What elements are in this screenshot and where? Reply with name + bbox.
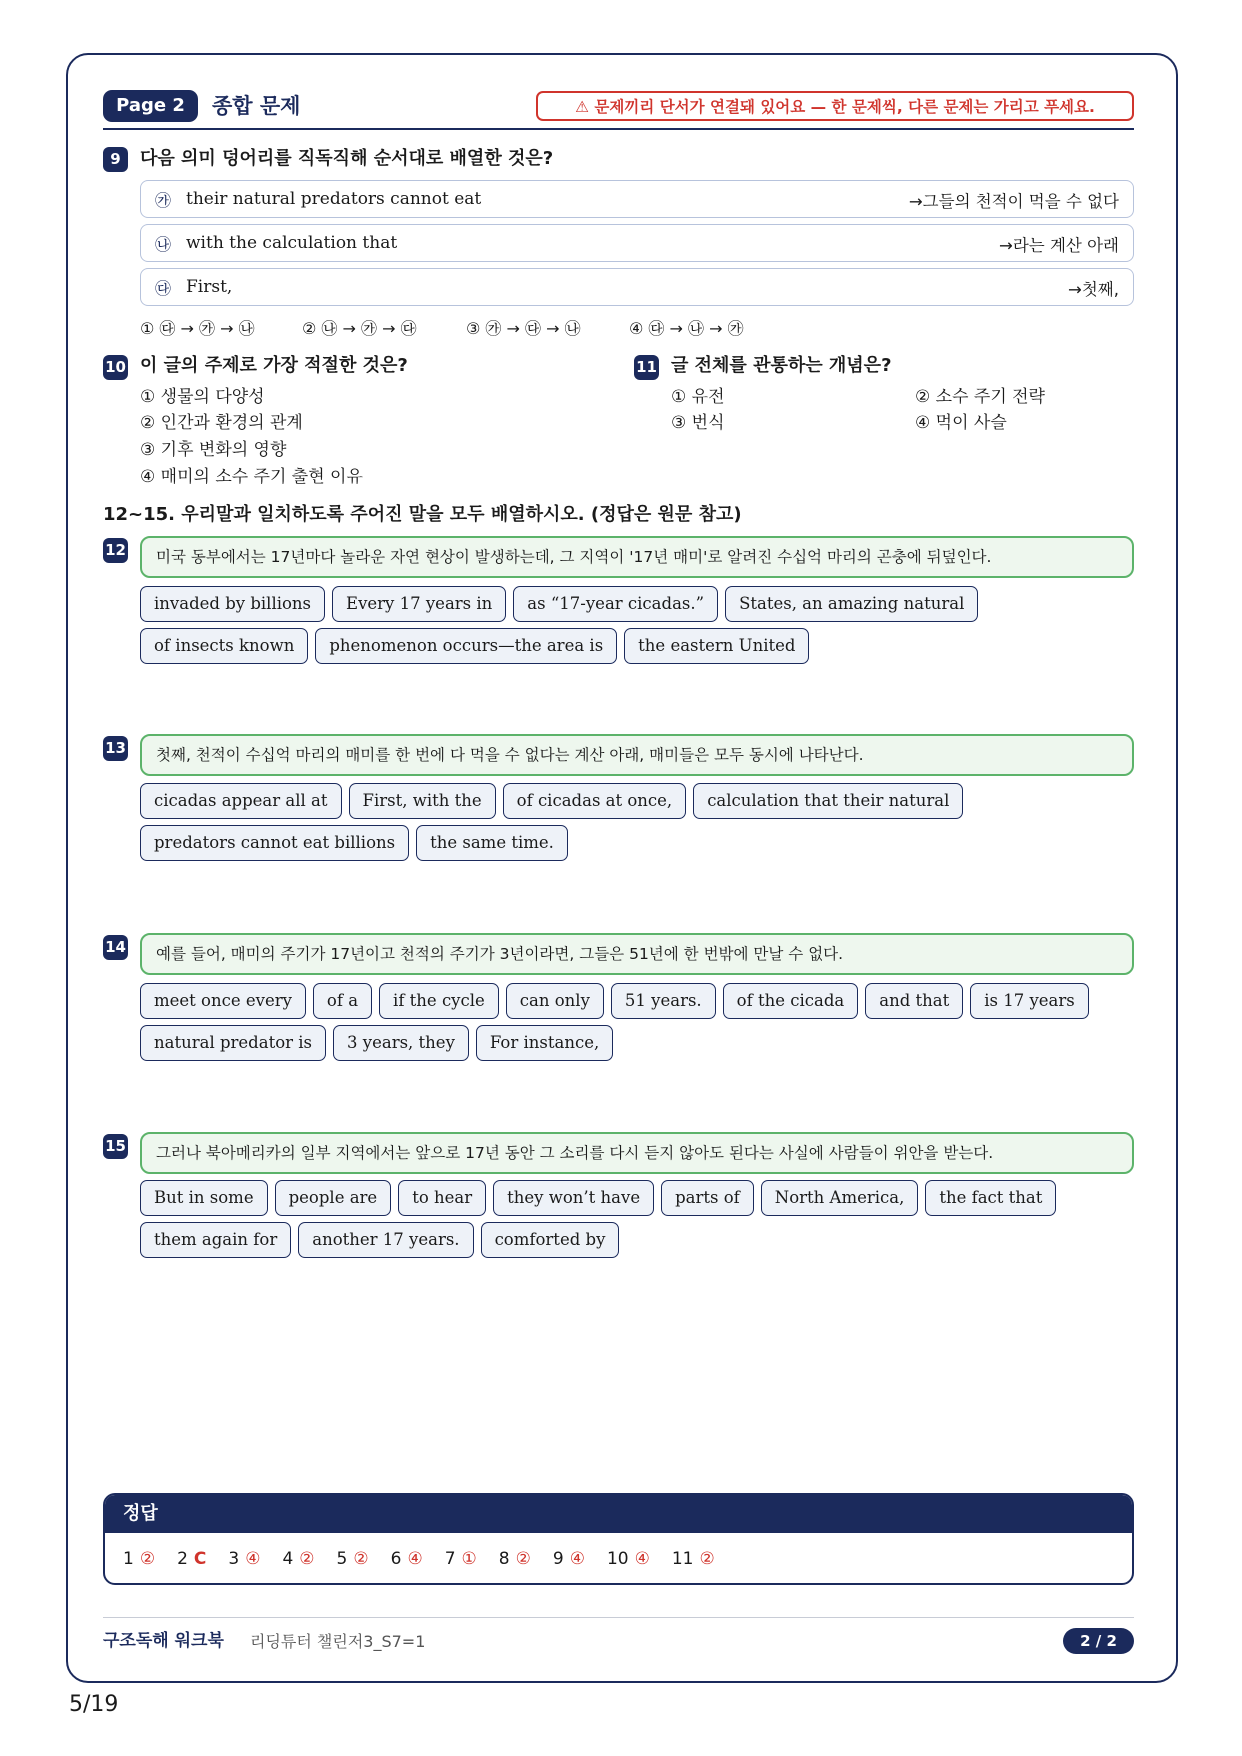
word-tile[interactable]: For instance,: [476, 1025, 613, 1061]
chunk-english: with the calculation that: [186, 233, 398, 253]
page-counter: 5/19: [69, 1692, 119, 1717]
chunk-korean: →첫째,: [1068, 280, 1119, 299]
chunk-row-ga: [140, 180, 1134, 218]
chunk-english: First,: [186, 277, 233, 297]
korean-sentence-13: 첫째, 천적이 수십억 마리의 매미를 한 번에 다 먹을 수 없다는 계산 아래, 매미들은 모두 동시에 나타난다.: [140, 734, 1134, 776]
word-tile[interactable]: comforted by: [481, 1222, 620, 1258]
q11-option-1[interactable]: ① 유전: [671, 387, 725, 407]
word-tile[interactable]: States, an amazing natural: [725, 586, 978, 622]
word-tile[interactable]: phenomenon occurs—the area is: [315, 628, 617, 664]
word-tile[interactable]: But in some: [140, 1180, 268, 1216]
word-tile[interactable]: natural predator is: [140, 1025, 326, 1061]
section-title: 종합 문제: [212, 94, 301, 118]
word-tile[interactable]: another 17 years.: [298, 1222, 473, 1258]
answer-key: [103, 1493, 1134, 1585]
q10-option-4[interactable]: ④ 매미의 소수 주기 출현 이유: [140, 467, 363, 487]
question-number-13: 13: [103, 736, 128, 761]
word-tiles-13: [140, 783, 1140, 861]
chunk-english: their natural predators cannot eat: [186, 189, 482, 209]
chunk-row-na: [140, 224, 1134, 262]
answer-key-row: [105, 1533, 1132, 1585]
answer-item: 8 ②: [498, 1549, 531, 1569]
question-number-12: 12: [103, 538, 128, 563]
word-tile[interactable]: meet once every: [140, 983, 306, 1019]
korean-sentence-12: 미국 동부에서는 17년마다 놀라운 자연 현상이 발생하는데, 그 지역이 '17년 매미'로 알려진 수십억 마리의 곤충에 뒤덮인다.: [140, 536, 1134, 578]
q10-option-1[interactable]: ① 생물의 다양성: [140, 387, 265, 407]
word-tiles-12: [140, 586, 1140, 664]
word-tile[interactable]: Every 17 years in: [332, 586, 506, 622]
word-tile[interactable]: predators cannot eat billions: [140, 825, 409, 861]
arrange-instructions: 12~15. 우리말과 일치하도록 주어진 말을 모두 배열하시오. (정답은 원문 참고): [103, 504, 742, 525]
q10-option-2[interactable]: ② 인간과 환경의 관계: [140, 413, 303, 433]
question-number-9: 9: [103, 147, 128, 172]
word-tile[interactable]: North America,: [761, 1180, 919, 1216]
answer-item: 6 ④: [390, 1549, 423, 1569]
answer-key-title: 정답: [105, 1495, 1132, 1533]
q11-option-3[interactable]: ③ 번식: [671, 413, 725, 433]
q10-option-3[interactable]: ③ 기후 변화의 영향: [140, 440, 287, 460]
chunk-marker: ㉰: [155, 279, 172, 298]
answer-item: 2 C: [177, 1549, 207, 1569]
word-tile[interactable]: calculation that their natural: [693, 783, 963, 819]
question-text-9: 다음 의미 덩어리를 직독직해 순서대로 배열한 것은?: [140, 148, 554, 169]
chunk-korean: →라는 계산 아래: [999, 236, 1119, 255]
footer-page-indicator: 2 / 2: [1063, 1628, 1134, 1654]
chunk-korean: →그들의 천적이 먹을 수 없다: [908, 192, 1119, 211]
word-tiles-14: [140, 983, 1140, 1061]
chunk-row-da: [140, 268, 1134, 306]
word-tile[interactable]: they won’t have: [493, 1180, 654, 1216]
word-tile[interactable]: First, with the: [349, 783, 496, 819]
answer-item: 7 ①: [444, 1549, 477, 1569]
chunk-marker: ㉮: [155, 191, 172, 210]
header-divider: [103, 128, 1134, 130]
q9-option-4[interactable]: ④ ㉰ → ㉯ → ㉮: [629, 319, 744, 338]
chunk-marker: ㉯: [155, 235, 172, 254]
answer-item: 3 ④: [228, 1549, 261, 1569]
word-tile[interactable]: the eastern United: [624, 628, 809, 664]
korean-sentence-14: 예를 들어, 매미의 주기가 17년이고 천적의 주기가 3년이라면, 그들은 51년에 한 번밖에 만날 수 없다.: [140, 933, 1134, 975]
answer-item: 10 ④: [606, 1549, 650, 1569]
answer-item: 5 ②: [336, 1549, 369, 1569]
word-tile[interactable]: is 17 years: [970, 983, 1089, 1019]
korean-sentence-15: 그러나 북아메리카의 일부 지역에서는 앞으로 17년 동안 그 소리를 다시 듣지 않아도 된다는 사실에 사람들이 위안을 받는다.: [140, 1132, 1134, 1174]
q9-option-3[interactable]: ③ ㉮ → ㉰ → ㉯: [466, 319, 581, 338]
word-tile[interactable]: to hear: [398, 1180, 486, 1216]
word-tile[interactable]: and that: [865, 983, 963, 1019]
word-tiles-15: [140, 1180, 1140, 1258]
word-tile[interactable]: of insects known: [140, 628, 308, 664]
question-text-11: 글 전체를 관통하는 개념은?: [671, 355, 892, 376]
q9-option-2[interactable]: ② ㉯ → ㉮ → ㉰: [302, 319, 417, 338]
question-number-14: 14: [103, 935, 128, 960]
word-tile[interactable]: of the cicada: [723, 983, 859, 1019]
question-number-10: 10: [103, 355, 128, 380]
word-tile[interactable]: if the cycle: [379, 983, 499, 1019]
word-tile[interactable]: them again for: [140, 1222, 291, 1258]
q11-option-2[interactable]: ② 소수 주기 전략: [915, 387, 1045, 407]
footer-divider: [103, 1617, 1134, 1618]
word-tile[interactable]: invaded by billions: [140, 586, 325, 622]
answer-item: 4 ②: [282, 1549, 315, 1569]
word-tile[interactable]: the fact that: [925, 1180, 1056, 1216]
word-tile[interactable]: as “17-year cicadas.”: [513, 586, 718, 622]
word-tile[interactable]: the same time.: [416, 825, 568, 861]
answer-item: 11 ②: [671, 1549, 715, 1569]
q9-option-1[interactable]: ① ㉰ → ㉮ → ㉯: [140, 319, 255, 338]
answer-item: 1 ②: [123, 1549, 156, 1569]
word-tile[interactable]: of cicadas at once,: [503, 783, 687, 819]
word-tile[interactable]: of a: [313, 983, 372, 1019]
q11-option-4[interactable]: ④ 먹이 사슬: [915, 413, 1007, 433]
question-number-11: 11: [634, 355, 659, 380]
word-tile[interactable]: parts of: [661, 1180, 754, 1216]
word-tile[interactable]: can only: [506, 983, 604, 1019]
word-tile[interactable]: 3 years, they: [333, 1025, 469, 1061]
page-badge: Page 2: [103, 90, 198, 122]
warning-banner: ⚠ 문제끼리 단서가 연결돼 있어요 — 한 문제씩, 다른 문제는 가리고 푸세요.: [536, 91, 1134, 121]
word-tile[interactable]: people are: [275, 1180, 392, 1216]
question-number-15: 15: [103, 1134, 128, 1159]
question-text-10: 이 글의 주제로 가장 적절한 것은?: [140, 355, 408, 376]
word-tile[interactable]: 51 years.: [611, 983, 716, 1019]
word-tile[interactable]: cicadas appear all at: [140, 783, 342, 819]
footer-title: 구조독해 워크북: [103, 1631, 224, 1651]
footer-subtitle: 리딩튜터 챌린저3_S7=1: [250, 1632, 426, 1651]
answer-item: 9 ④: [552, 1549, 585, 1569]
